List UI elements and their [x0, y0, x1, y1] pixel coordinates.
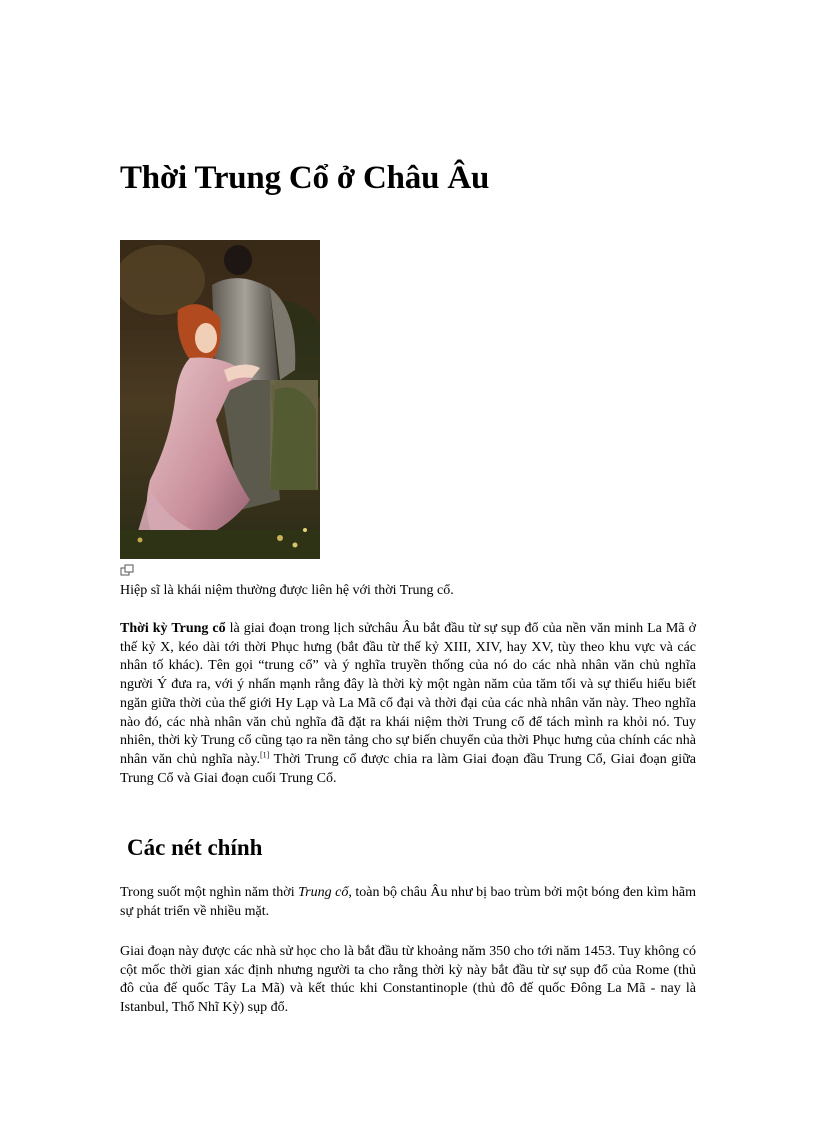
expand-image-icon[interactable]	[120, 564, 134, 576]
section-p1-before: Trong suốt một nghìn năm thời	[120, 885, 299, 900]
section-heading: Các nét chính	[127, 835, 263, 860]
section-p1-emphasis: Trung cổ	[298, 885, 349, 900]
intro-tail: Thời Trung cổ được chia ra làm Giai đoạn đầu Trung Cổ, Giai đoạn giữa Trung Cổ và Giai đoạn cuối Trung Cổ.	[120, 751, 696, 786]
footnote-link[interactable]: [1]	[260, 750, 270, 760]
painting-illustration	[120, 240, 320, 559]
page-title: Thời Trung Cổ ở Châu Âu	[120, 160, 490, 196]
section-p1-after: , toàn bộ châu Âu như bị bao trùm bởi một bóng đen kìm hãm sự phát triển về nhiều mặt.	[120, 885, 697, 919]
intro-body: là giai đoạn trong lịch sửchâu Âu bắt đầu từ sự sụp đổ của nền văn minh La Mã ở thế kỷ X, kéo dài tới thời Phục hưng (bắt đầu từ thế kỷ XIII, XIV, hay XV, tùy theo khu vực và các nhân tố khác). Tên gọi “trung cổ” và ý nghĩa truyền thống của nó do các nhà nhân văn chủ nghĩa người Ý đưa ra, với ý nhấn mạnh rằng đây là thời kỳ một ngàn năm của tăm tối và sự thiếu hiểu biết ngăn giữa thời của thế giới Hy Lạp và La Mã cổ đại và thời đại của các nhà nhân văn này. Theo nghĩa nào đó, các nhà nhân văn chủ nghĩa đã đặt ra khái niệm thời Trung cổ để tách mình ra khỏi nó. Tuy nhiên, thời kỳ Trung cổ cũng tạo ra nền tảng cho sự biến chuyển của thời Phục hưng của chính các nhà nhân văn chủ nghĩa này.	[120, 621, 696, 767]
image-caption: Hiệp sĩ là khái niệm thường được liên hệ với thời Trung cổ.	[120, 583, 454, 598]
section-paragraph-1	[120, 884, 696, 921]
intro-term: Thời kỳ Trung cổ	[120, 621, 226, 636]
intro-paragraph	[120, 620, 696, 788]
section-paragraph-2: Giai đoạn này được các nhà sử học cho là bắt đầu từ khoảng năm 350 cho tới năm 1453. Tuy không có cột mốc thời gian xác định nhưng người ta cho rằng thời kỳ này bắt đầu từ sự sụp đổ của Rome (thủ đô của đế quốc Tây La Mã) và kết thúc khi Constantinople (thủ đô đế quốc Đông La Mã - nay là Istanbul, Thổ Nhĩ Kỳ) sụp đổ.	[120, 944, 696, 1016]
knight-painting-image	[120, 240, 320, 559]
